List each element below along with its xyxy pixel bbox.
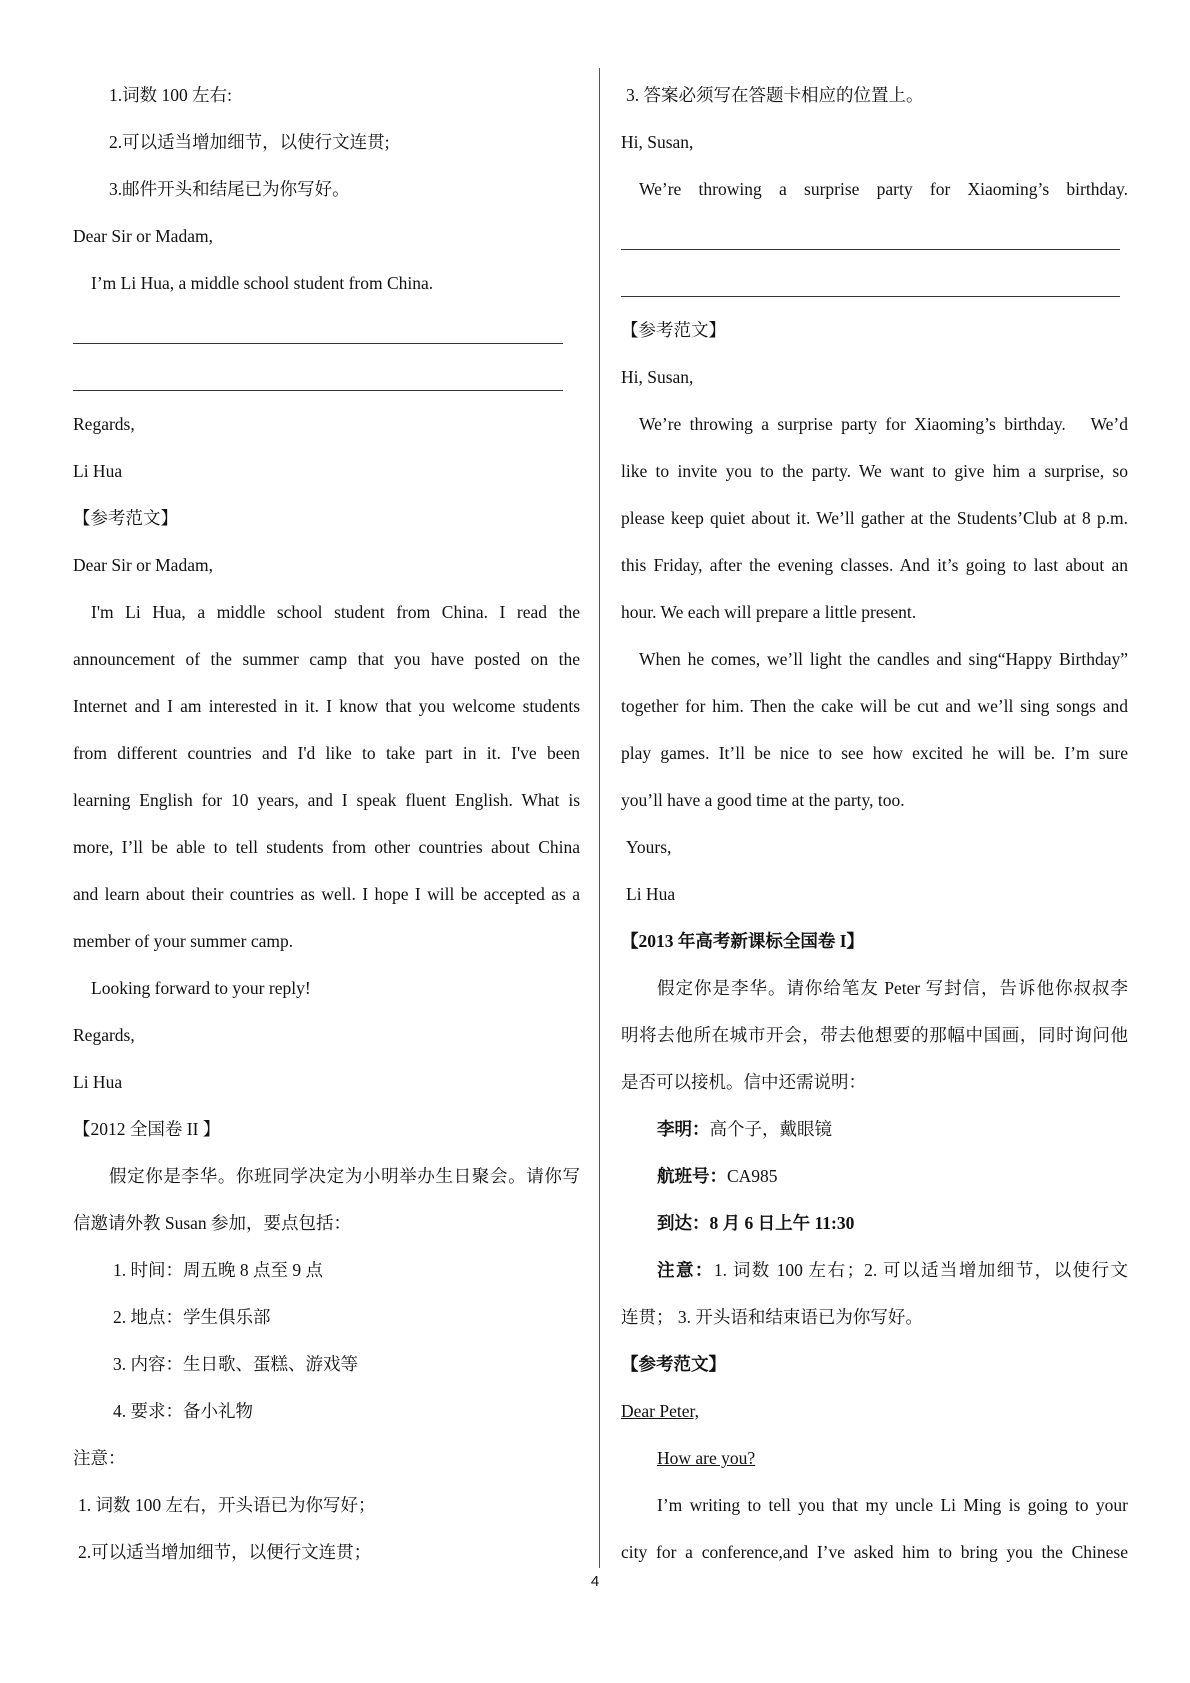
note-item: 1. 词数 100 左右，开头语已为你写好； xyxy=(78,1495,376,1515)
info-arrival-label: 到达： xyxy=(657,1213,710,1233)
note-item: 2.可以适当增加细节，以便行文连贯； xyxy=(78,1542,372,1562)
reference-line: announcement of the summer camp that you have posted on the xyxy=(73,649,580,669)
info-arrival-value: 8 月 6 日上午 11:30 xyxy=(709,1213,855,1233)
note-item-3: 3. 答案必须写在答题卡相应的位置上。 xyxy=(626,85,924,105)
section-heading-2012: 【2012 全国卷 II 】 xyxy=(73,1119,221,1139)
reference-line: you’ll have a good time at the party, too. xyxy=(621,790,905,810)
task-2012-line: 信邀请外教 Susan 参加，要点包括： xyxy=(73,1213,352,1233)
reference-line: like to invite you to the party. We want to give him a surprise, so xyxy=(621,461,1128,481)
section-heading-2013: 【2013 年高考新课标全国卷 I】 xyxy=(621,931,865,951)
info-flight xyxy=(621,1153,1128,1200)
task-point: 2. 地点：学生俱乐部 xyxy=(113,1307,271,1327)
note-2013-label: 注意： xyxy=(657,1260,714,1280)
task-point: 3. 内容：生日歌、蛋糕、游戏等 xyxy=(113,1354,358,1374)
reference-line: Internet and I am interested in it. I know that you welcome students xyxy=(73,696,580,716)
task-point: 4. 要求：备小礼物 xyxy=(113,1401,253,1421)
task-2013-line: 明将去他所在城市开会，带去他想要的那幅中国画，同时询问他 xyxy=(621,1025,1128,1045)
reference-line: member of your summer camp. xyxy=(73,931,294,951)
reference-line: and learn about their countries as well. I hope I will be accepted as a xyxy=(73,884,580,904)
reference-label: 【参考范文】 xyxy=(73,508,178,528)
info-flight-value: CA985 xyxy=(727,1166,778,1186)
reference-closing: Yours, xyxy=(626,837,672,857)
note-2013-line: 连贯； 3. 开头语和结束语已为你写好。 xyxy=(621,1307,923,1327)
requirement-3: 3.邮件开头和结尾已为你写好。 xyxy=(109,179,350,199)
task-2012-line: 假定你是李华。你班同学决定为小明举办生日聚会。请你写 xyxy=(109,1166,580,1186)
reference-line: When he comes, we’ll light the candles and sing“Happy Birthday” xyxy=(639,649,1128,669)
column-divider xyxy=(599,68,600,1568)
writing-blank-line xyxy=(621,260,1128,307)
reference-greeting: Hi, Susan, xyxy=(621,367,694,387)
reference-2013-how-are-you: How are you? xyxy=(657,1448,756,1468)
info-liming-value: 高个子，戴眼镜 xyxy=(709,1119,832,1139)
reference-2013-line: I’m writing to tell you that my uncle Li Ming is going to your xyxy=(657,1495,1128,1515)
letter-closing: Regards, xyxy=(73,414,135,434)
info-flight-label: 航班号： xyxy=(657,1166,727,1186)
reference-greeting: Dear Sir or Madam, xyxy=(73,555,213,575)
letter-intro: We’re throwing a surprise party for Xiaoming’s birthday. xyxy=(639,179,1128,199)
info-arrival xyxy=(621,1200,1128,1247)
letter-greeting: Dear Sir or Madam, xyxy=(73,226,213,246)
reference-closing: Regards, xyxy=(73,1025,135,1045)
writing-blank-line xyxy=(621,213,1128,260)
reference-label: 【参考范文】 xyxy=(621,320,726,340)
info-liming-label: 李明： xyxy=(657,1119,710,1139)
requirement-1: 1.词数 100 左右: xyxy=(109,85,232,105)
requirement-2: 2.可以适当增加细节，以使行文连贯; xyxy=(109,132,390,152)
reference-line: I'm Li Hua, a middle school student from China. I read the xyxy=(91,602,580,622)
task-point: 1. 时间：周五晚 8 点至 9 点 xyxy=(113,1260,323,1280)
page-number: 4 xyxy=(590,1573,600,1590)
writing-blank-line xyxy=(73,354,580,401)
reference-looking-forward: Looking forward to your reply! xyxy=(91,978,311,998)
letter-greeting: Hi, Susan, xyxy=(621,132,694,152)
task-2013-line: 是否可以接机。信中还需说明： xyxy=(621,1072,866,1092)
reference-line: together for him. Then the cake will be cut and we’ll sing songs and xyxy=(621,696,1128,716)
reference-line: learning English for 10 years, and I speak fluent English. What is xyxy=(73,790,580,810)
reference-2013-label: 【参考范文】 xyxy=(621,1354,726,1374)
reference-line: hour. We each will prepare a little present. xyxy=(621,602,917,622)
right-column xyxy=(621,72,1128,1576)
writing-blank-line xyxy=(73,307,580,354)
info-liming xyxy=(621,1106,1128,1153)
reference-signature: Li Hua xyxy=(73,1072,123,1092)
reference-line: more, I’ll be able to tell students from other countries about China xyxy=(73,837,580,857)
note-2013-text: 1. 词数 100 左右；2. 可以适当增加细节，以使行文 xyxy=(713,1260,1128,1280)
reference-line: please keep quiet about it. We’ll gather at the Students’Club at 8 p.m. xyxy=(621,508,1128,528)
note-2013-line xyxy=(621,1247,1128,1294)
letter-signature: Li Hua xyxy=(73,461,123,481)
reference-2013-line: city for a conference,and I’ve asked him to bring you the Chinese xyxy=(621,1542,1128,1562)
reference-line: this Friday, after the evening classes. And it’s going to last about an xyxy=(621,555,1128,575)
letter-intro: I’m Li Hua, a middle school student from China. xyxy=(91,273,434,293)
note-label: 注意： xyxy=(73,1448,126,1468)
reference-line: from different countries and I'd like to take part in it. I've been xyxy=(73,743,580,763)
left-column xyxy=(73,72,580,1576)
reference-line: We’re throwing a surprise party for Xiaoming’s birthday. We’d xyxy=(639,414,1128,434)
reference-signature: Li Hua xyxy=(626,884,676,904)
reference-line: play games. It’ll be nice to see how excited he will be. I’m sure xyxy=(621,743,1128,763)
task-2013-line: 假定你是李华。请你给笔友 Peter 写封信，告诉他你叔叔李 xyxy=(657,978,1128,998)
reference-2013-greeting: Dear Peter, xyxy=(621,1401,700,1421)
